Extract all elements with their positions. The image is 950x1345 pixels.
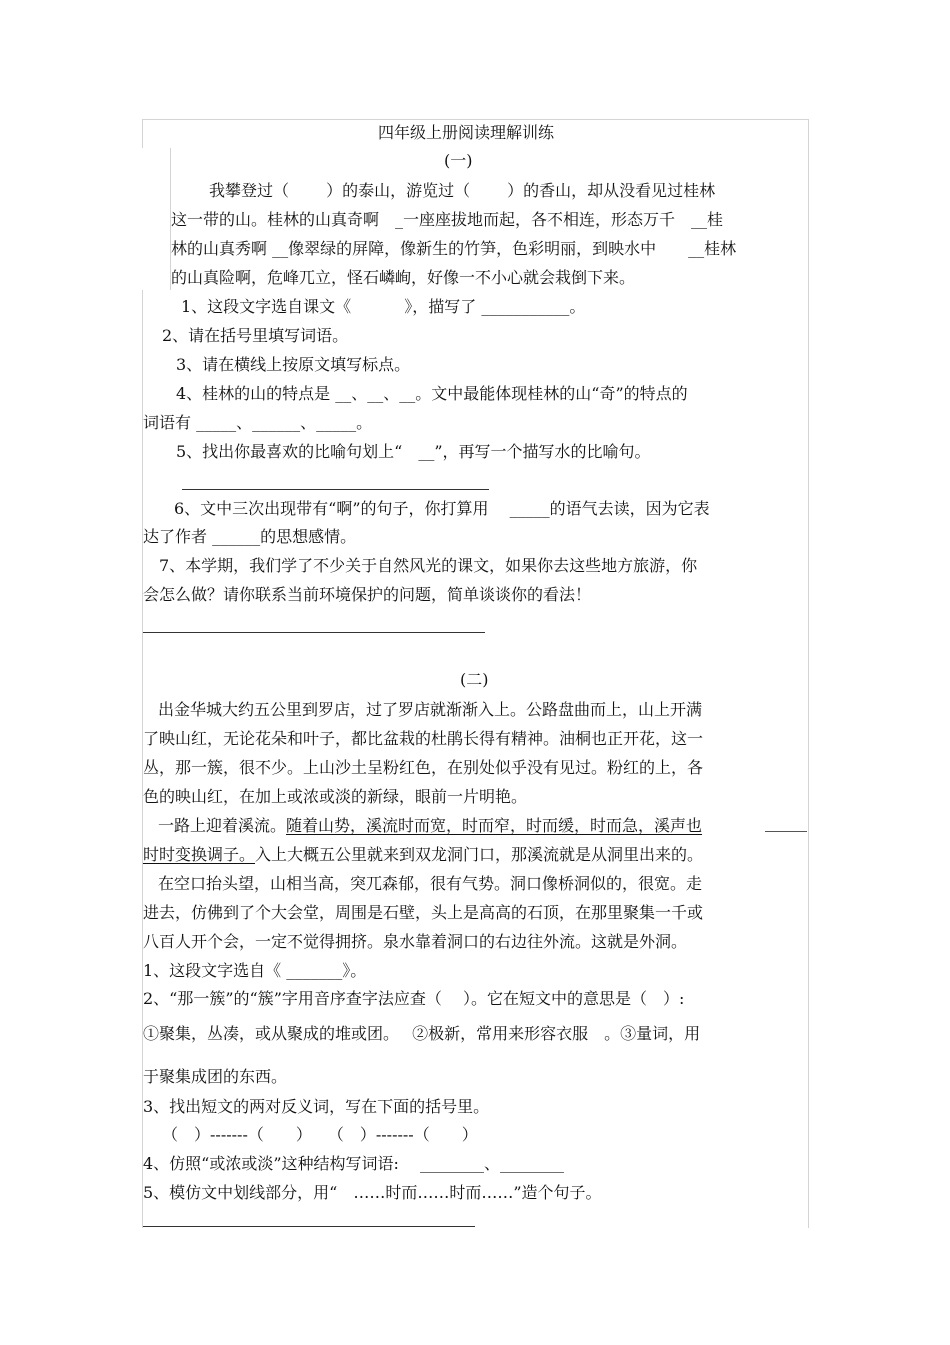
frame-notch: [142, 148, 171, 290]
passage-2-line-4: 色的映山红，在加上或浓或淡的新绿，眼前一片明艳。: [143, 787, 528, 806]
passage-2-line-6: [143, 845, 703, 865]
passage-1-line-4: 的山真险啊，危峰兀立，怪石嶙峋，好像一不小心就会栽倒下来。: [171, 268, 636, 287]
s1-question-7: 7、本学期，我们学了不少关于自然风光的课文，如果你去这些地方旅游，你: [159, 556, 698, 575]
passage-1-line-2: 这一带的山。桂林的山真奇啊 _一座座拔地而起，各不相连，形态万千 __桂: [171, 210, 724, 229]
passage-2-underlined: 随着山势，溪流时而宽，时而窄，时而缓，时而急，溪声也: [286, 816, 703, 835]
s2-answer-line-5: [143, 1226, 475, 1227]
passage-2-plain-cont: 入上大概五公里就来到双龙洞门口，那溪流就是从洞里出来的。: [255, 845, 704, 864]
passage-2-line-8: 进去，仿佛到了个大会堂，周围是石壁，头上是高高的石顶，在那里聚集一千或: [143, 903, 704, 922]
passage-2-line-5: [158, 816, 702, 836]
s2-question-3: 3、找出短文的两对反义词，写在下面的括号里。: [143, 1097, 490, 1116]
s2-question-2-options-cont: 于聚集成团的东西。: [143, 1067, 288, 1086]
s2-question-2: 2、“那一簇”的“簇”字用音序查字法应查（ ）。它在短文中的意思是（ ）:: [143, 989, 685, 1008]
s1-question-4-cont: 词语有 _____、______、_____。: [143, 413, 373, 432]
s1-question-7-cont: 会怎么做？请你联系当前环境保护的问题，简单谈谈你的看法！: [143, 585, 592, 604]
s1-question-6: 6、文中三次出现带有“啊”的句子，你打算用 _____的语气去读，因为它表: [174, 499, 710, 518]
s2-question-1: 1、这段文字选自《 _______》。: [143, 961, 367, 980]
passage-2-underlined-cont: 时时变换调子。: [143, 845, 256, 864]
s2-question-4: 4、仿照“或浓或淡”这种结构写词语: ________、________: [143, 1154, 565, 1173]
s1-question-1: 1、这段文字选自课文《 》，描写了 ___________。: [181, 297, 586, 316]
passage-2-line-1: 出金华城大约五公里到罗店，过了罗店就渐渐入上。公路盘曲而上，山上开满: [158, 700, 703, 719]
passage-2-line-7: 在空口抬头望，山相当高，突兀森郁，很有气势。洞口像桥洞似的，很宽。走: [158, 874, 703, 893]
s2-question-3-blanks: （ ）-------（ ） （ ）-------（ ）: [162, 1125, 478, 1144]
passage-2-plain: 一路上迎着溪流。: [158, 816, 287, 835]
s2-question-2-options: ①聚集，丛凑，或从聚成的堆或团。 ②极新，常用来形容衣服 。③量词，用: [143, 1024, 701, 1043]
passage-2-line-2: 了映山红，无论花朵和叶子，都比盆栽的杜鹃长得有精神。油桐也正开花，这一: [143, 729, 704, 748]
s1-question-6-cont: 达了作者 ______的思想感情。: [143, 527, 357, 546]
s1-question-2: 2、请在括号里填写词语。: [162, 326, 349, 345]
passage-1-line-3: 林的山真秀啊 __像翠绿的屏障，像新生的竹笋，色彩明丽，到映水中 __桂林: [171, 239, 737, 258]
s1-question-3: 3、请在横线上按原文填写标点。: [176, 355, 411, 374]
section-1-heading: (一): [444, 151, 473, 170]
passage-2-underline-tail: [765, 831, 807, 832]
s1-answer-line-5: [182, 489, 489, 490]
s2-question-5: 5、模仿文中划线部分，用“ ……时而……时而……”造个句子。: [143, 1183, 602, 1202]
s1-answer-line-7: [143, 632, 485, 633]
s1-question-4: 4、桂林的山的特点是 __、__、__。文中最能体现桂林的山“奇”的特点的: [176, 384, 688, 403]
s1-question-5: 5、找出你最喜欢的比喻句划上“ __”，再写一个描写水的比喻句。: [176, 442, 651, 461]
section-2-heading: (二): [460, 670, 489, 689]
passage-2-line-3: 丛，那一簇，很不少。上山沙土呈粉红色，在别处似乎没有见过。粉红的上，各: [143, 758, 704, 777]
page-title: 四年级上册阅读理解训练: [378, 123, 555, 142]
passage-2-line-9: 八百人开个会，一定不觉得拥挤。泉水靠着洞口的右边往外流。这就是外洞。: [143, 932, 688, 951]
passage-1-line-1: 我攀登过（ ）的泰山，游览过（ ）的香山，却从没看见过桂林: [209, 181, 716, 200]
